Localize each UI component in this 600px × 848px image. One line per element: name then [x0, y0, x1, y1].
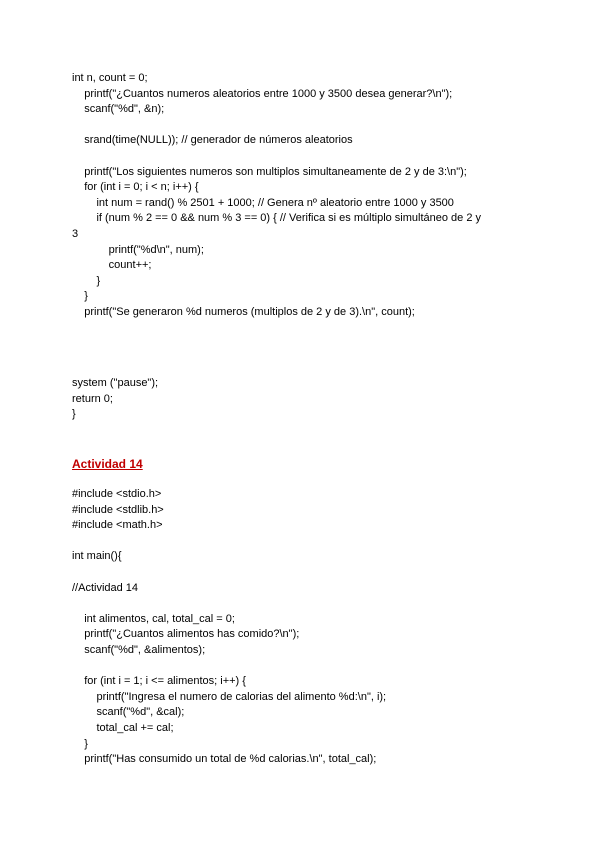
code-line: srand(time(NULL)); // generador de números aleatorios	[72, 134, 353, 147]
code-line: printf("%d\n", num);	[72, 243, 204, 256]
code-line: }	[72, 408, 76, 421]
code-line: printf("Se generaron %d numeros (multiplos de 2 y de 3).\n", count);	[72, 306, 415, 318]
code-line: return 0;	[72, 392, 113, 405]
code-line: 3	[72, 228, 79, 240]
code-line	[72, 149, 544, 164]
code-line: printf("¿Cuantos numeros aleatorios entre 1000 y 3500 desea generar?\n");	[72, 87, 453, 100]
code-line: int n, count = 0;	[72, 72, 148, 84]
code-line: #include <math.h>	[72, 519, 163, 532]
code-line: for (int i = 1; i <= alimentos; i++) {	[72, 675, 246, 688]
code-line: printf("¿Cuantos alimentos has comido?\n");	[72, 628, 300, 641]
code-line: system ("pause");	[72, 377, 159, 389]
code-line: #include <stdlib.h>	[72, 503, 164, 516]
code-line: count++;	[72, 259, 152, 272]
code-line: for (int i = 0; i < n; i++) {	[72, 181, 199, 194]
code-line: //Actividad 14	[72, 581, 139, 594]
section-heading: Actividad 14	[72, 457, 143, 471]
code-line: #include <stdio.h>	[72, 488, 162, 500]
code-line: total_cal += cal;	[72, 722, 174, 734]
code-line: scanf("%d", &cal);	[72, 706, 185, 719]
code-line: int main(){	[72, 550, 122, 563]
code-line: scanf("%d", &n);	[72, 103, 165, 116]
code-line: printf("Los siguientes numeros son multiplos simultaneamente de 2 y de 3:\n");	[72, 165, 467, 178]
code-line: if (num % 2 == 0 && num % 3 == 0) { // Verifica si es múltiplo simultáneo de 2 y	[72, 212, 482, 225]
code-line: }	[72, 290, 88, 303]
code-line: printf("Ingresa el numero de calorias del alimento %d:\n", i);	[72, 690, 387, 703]
code-line: printf("Has consumido un total de %d calorias.\n", total_cal);	[72, 753, 377, 766]
code-line: }	[72, 274, 101, 287]
code-line: int alimentos, cal, total_cal = 0;	[72, 612, 235, 625]
code-line: scanf("%d", &alimentos);	[72, 644, 206, 656]
code-line	[72, 565, 544, 580]
code-line	[72, 118, 544, 133]
code-line: }	[72, 737, 88, 750]
code-line	[72, 596, 544, 611]
code-line	[72, 534, 544, 549]
code-line	[72, 659, 544, 674]
code-line: int num = rand() % 2501 + 1000; // Genera nº aleatorio entre 1000 y 3500	[72, 196, 454, 209]
